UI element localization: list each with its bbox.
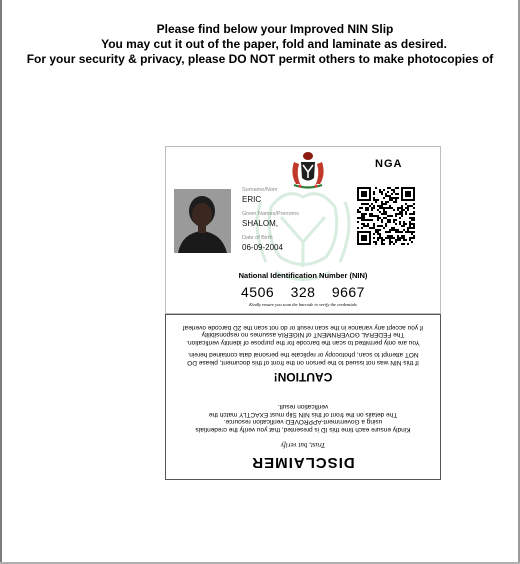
- instruction-line-1: Please find below your Improved NIN Slip: [156, 22, 394, 36]
- nin-part-1: 4506: [241, 284, 275, 300]
- instruction-line-2: You may cut it out of the paper, fold and laminate as desired.: [101, 37, 447, 51]
- page-frame-left: [0, 0, 2, 564]
- disclaimer-tagline: Trust, but verify: [280, 441, 326, 449]
- given-names-label: Given Names/Prenoms: [242, 211, 299, 217]
- nin-number: [166, 284, 440, 300]
- disclaimer-paragraph-3: [166, 324, 440, 347]
- nin-part-2: 328: [290, 284, 316, 300]
- instruction-line-3: For your security & privacy, please DO NOT permit others to make photocopies of: [26, 52, 494, 66]
- given-names-value: SHALOM,: [242, 219, 279, 228]
- disclaimer-line: You are only permitted to scan the barcode for the purpose of identity verification.: [186, 339, 420, 346]
- scan-hint: Kindly ensure you scan the barcode to verify the credentials: [249, 302, 357, 307]
- disclaimer-line: if you accept any variance in the scan result or do not scan the 2D barcode overleaf: [182, 324, 424, 331]
- disclaimer-line: NOT attempt to scan, photocopy or replicate the personal data contained herein.: [187, 351, 419, 359]
- surname-label: Surname/Nom: [242, 187, 278, 193]
- dob-label: Date of Birth: [242, 235, 273, 241]
- disclaimer-paragraph-2: [166, 351, 440, 366]
- dob-value: 06-09-2004: [242, 243, 283, 252]
- surname-value: ERIC: [242, 195, 262, 204]
- caution-heading: CAUTION!: [273, 370, 333, 384]
- nin-title: National Identification Number (NIN): [238, 271, 368, 280]
- nin-slip-front: [165, 146, 441, 314]
- country-code: NGA: [375, 158, 403, 170]
- coat-of-arms-icon: [286, 150, 330, 190]
- nin-slip-back: [165, 314, 441, 480]
- disclaimer-line: using a Government-APPROVED verification resource.: [223, 418, 383, 426]
- user-photo: [174, 189, 231, 253]
- disclaimer-line: Kindly ensure each time this ID is presented, that you verify the credentials: [195, 426, 411, 433]
- disclaimer-line: verification result.: [277, 403, 329, 411]
- disclaimer-paragraph-1: [166, 403, 440, 433]
- qr-code-icon: [357, 187, 415, 245]
- disclaimer-line: The FEDERAL GOVERNMENT of NIGERIA assumes no responsibility: [201, 331, 405, 339]
- instructions-header: [0, 22, 520, 67]
- disclaimer-line: The details on the front of this NIN Slip must EXACTLY match the: [208, 411, 398, 418]
- disclaimer-line: If this NIN was not issued to the person on the front of this document, please DO: [187, 359, 419, 366]
- nin-part-3: 9667: [331, 284, 365, 300]
- disclaimer-title: DISCLAIMER: [251, 454, 355, 471]
